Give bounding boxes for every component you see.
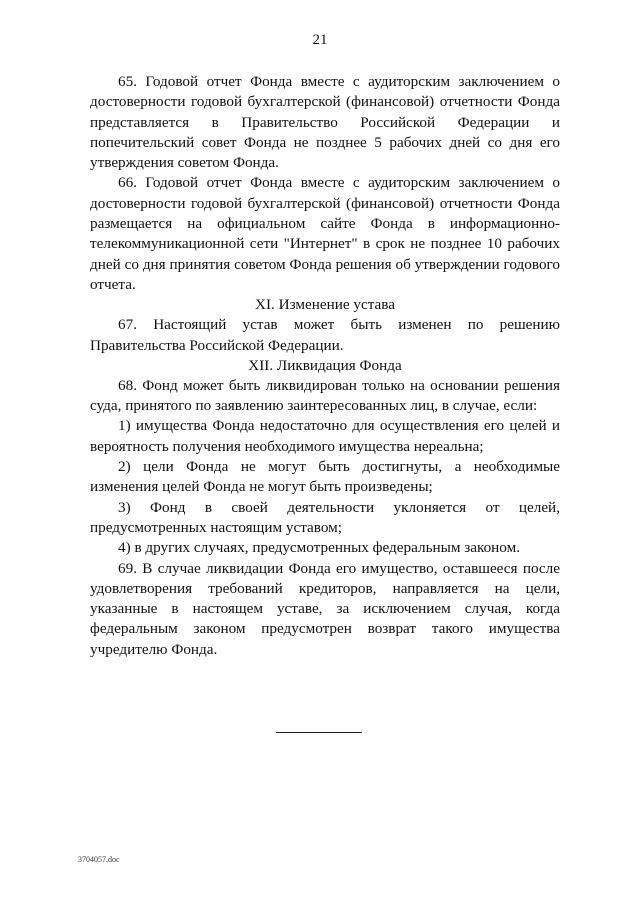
page-number: 21: [312, 32, 328, 48]
document-body: [90, 72, 560, 660]
list-item-68-1: 1) имущества Фонда недостаточно для осуществления его целей и вероятность получения необходимого имущества нереальна;: [90, 417, 560, 455]
list-item-68-4: 4) в других случаях, предусмотренных федеральным законом.: [118, 539, 521, 557]
paragraph-68: 68. Фонд может быть ликвидирован только на основании решения суда, принятого по заявлению заинтересованных лиц, в случае, если:: [90, 376, 560, 415]
section-heading-xi: XI. Изменение устава: [255, 296, 395, 314]
list-item-68-2: 2) цели Фонда не могут быть достигнуты, а необходимые изменения целей Фонда не могут быть произведены;: [90, 458, 560, 496]
list-item-68-3: 3) Фонд в своей деятельности уклоняется от целей, предусмотренных настоящим уставом;: [90, 498, 560, 536]
paragraph-65: 65. Годовой отчет Фонда вместе с аудиторским заключением о достоверности годовой бухгалтерской (финансовой) отчетности Фонда представляется в Правительство Российской Федерации и попечительский совет Фонда не позднее 5 рабочих дней со дня его утверждения советом Фонда.: [90, 73, 560, 172]
paragraph-67: 67. Настоящий устав может быть изменен по решению Правительства Российской Федерации.: [90, 316, 560, 354]
end-divider: [276, 732, 362, 733]
footer-file-code: 3704057.doc: [78, 855, 120, 864]
paragraph-69: 69. В случае ликвидации Фонда его имущество, оставшееся после удовлетворения требований кредиторов, направляется на цели, указанные в настоящем уставе, за исключением случая, когда федеральным законом предусмотрен возврат такого имущества учредителю Фонда.: [90, 559, 560, 658]
paragraph-66: 66. Годовой отчет Фонда вместе с аудиторским заключением о достоверности годовой бухгалтерской (финансовой) отчетности Фонда размещается на официальном сайте Фонда в информационно-телекоммуникационной сети "Интернет" в срок не позднее 10 рабочих дней со дня принятия советом Фонда решения об утверждении годового отчета.: [90, 174, 560, 293]
section-heading-xii: XII. Ликвидация Фонда: [248, 356, 402, 374]
